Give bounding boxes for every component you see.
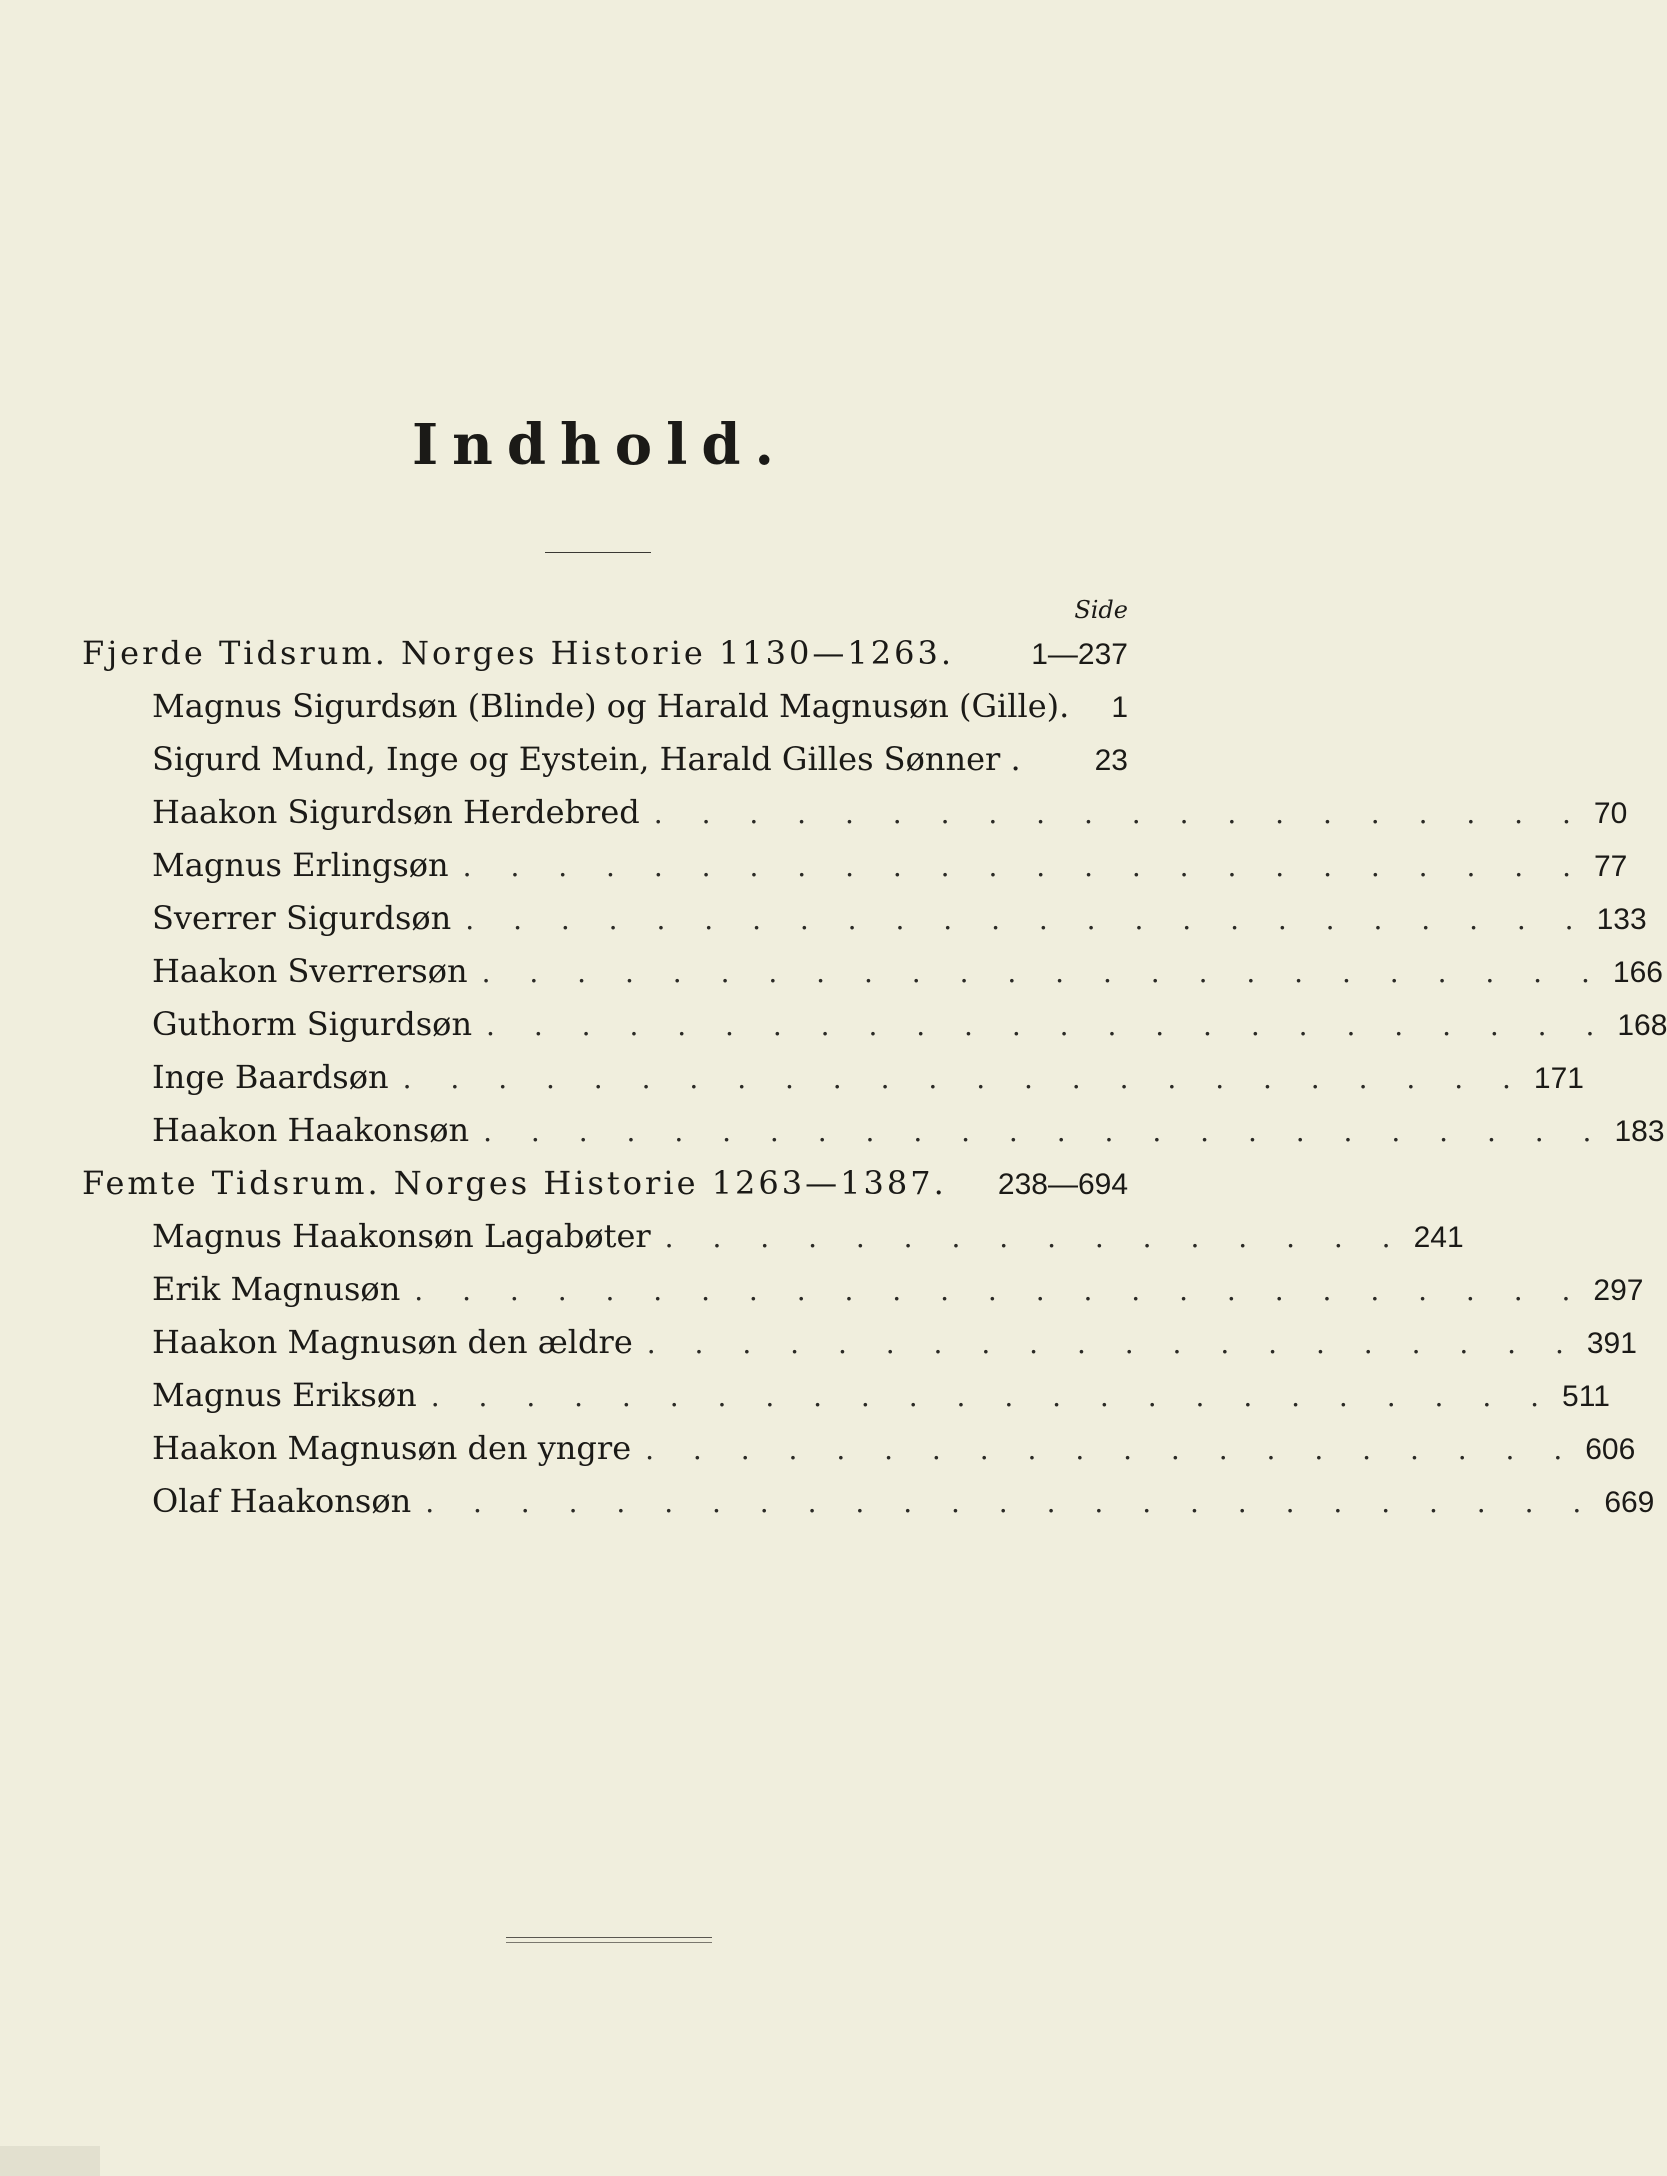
toc-chapter-row[interactable]: [152, 740, 1128, 792]
toc-dot-leader: . . . . . . . . . . . . . . . . . . . . . . . .: [486, 1009, 1610, 1042]
closing-ornament-rule: [506, 1937, 712, 1945]
toc-chapter-row[interactable]: [152, 899, 1647, 951]
toc-entry-title: Olaf Haakonsøn: [152, 1482, 412, 1520]
toc-chapter-row[interactable]: [152, 1376, 1610, 1428]
toc-dot-leader: . . . . . . . . . . . . . . . .: [664, 1221, 1406, 1254]
toc-page-number: 77: [1593, 850, 1628, 883]
toc-dot-leader: . . . . . . . . . . . . . . . . . . . . . . . . .: [414, 1274, 1586, 1307]
toc-dot-leader: . . . . . . . . . . . . . . . . . . . .: [653, 797, 1586, 830]
title-divider: [545, 552, 651, 553]
toc-page-range: 1—237: [1031, 638, 1128, 671]
toc-dot-leader: . . . . . . . . . . . . . . . . . . . . . . . . .: [425, 1486, 1597, 1519]
toc-page-number: 511: [1562, 1380, 1610, 1413]
toc-section-row[interactable]: [82, 634, 1128, 686]
toc-page-number: 241: [1413, 1221, 1464, 1254]
toc-entry-title: Magnus Eriksøn: [152, 1376, 417, 1414]
page-column-label: Side: [1074, 596, 1128, 624]
toc-entry-title: Haakon Magnusøn den yngre: [152, 1429, 632, 1467]
toc-entry-title: Magnus Erlingsøn: [152, 846, 449, 884]
toc-entry-title: Magnus Sigurdsøn (Blinde) og Harald Magnusøn (Gille).: [152, 687, 1070, 725]
toc-page-number: 391: [1586, 1327, 1637, 1360]
toc-page-range: 238—694: [997, 1168, 1128, 1201]
toc-entry-title: Haakon Magnusøn den ældre: [152, 1323, 633, 1361]
toc-page-number: 23: [1094, 744, 1128, 777]
toc-page-number: 1: [1111, 691, 1128, 724]
toc-entry-title: Haakon Sverrersøn: [152, 952, 468, 990]
toc-dot-leader: . . . . . . . . . . . . . . . . . . . . . . . .: [462, 850, 1586, 883]
toc-chapter-row[interactable]: [152, 1429, 1636, 1481]
toc-entry-title: Sverrer Sigurdsøn: [152, 899, 452, 937]
toc-page-number: 166: [1612, 956, 1663, 989]
toc-chapter-row[interactable]: [152, 846, 1628, 898]
toc-chapter-row[interactable]: [152, 1005, 1667, 1057]
toc-entry-title: Erik Magnusøn: [152, 1270, 401, 1308]
toc-dot-leader: . . . . . . . . . . . . . . . . . . . .: [646, 1327, 1579, 1360]
toc-entry-title: Femte Tidsrum. Norges Historie 1263—1387.: [82, 1164, 947, 1202]
toc-entry-title: Inge Baardsøn: [152, 1058, 389, 1096]
toc-dot-leader: . . . . . . . . . . . . . . . . . . . .: [645, 1433, 1578, 1466]
toc-dot-leader: . . . . . . . . . . . . . . . . . . . . . . . .: [402, 1062, 1526, 1095]
toc-chapter-row[interactable]: [152, 687, 1128, 739]
toc-chapter-row[interactable]: [152, 1217, 1464, 1269]
toc-entry-title: Magnus Haakonsøn Lagabøter: [152, 1217, 651, 1255]
toc-dot-leader: . . . . . . . . . . . . . . . . . . . . . . . .: [430, 1380, 1555, 1413]
toc-chapter-row[interactable]: [152, 1270, 1644, 1322]
toc-page-number: 168: [1617, 1009, 1667, 1042]
toc-page-number: 70: [1593, 797, 1628, 830]
toc-chapter-row[interactable]: [152, 793, 1628, 845]
toc-chapter-row[interactable]: [152, 952, 1663, 1004]
toc-page-number: 669: [1604, 1486, 1655, 1519]
toc-chapter-row[interactable]: [152, 1323, 1637, 1375]
toc-chapter-row[interactable]: [152, 1111, 1665, 1163]
toc-page-number: 183: [1614, 1115, 1665, 1148]
page-edge-shadow: [0, 2146, 100, 2176]
toc-dot-leader: . . . . . . . . . . . . . . . . . . . . . . . .: [483, 1115, 1607, 1148]
toc-page-number: 297: [1593, 1274, 1644, 1307]
toc-entry-title: Haakon Sigurdsøn Herdebred: [152, 793, 640, 831]
toc-section-row[interactable]: [82, 1164, 1128, 1216]
toc-page-number: 133: [1596, 903, 1647, 936]
toc-entry-title: Sigurd Mund, Inge og Eystein, Harald Gilles Sønner .: [152, 740, 1021, 778]
toc-dot-leader: . . . . . . . . . . . . . . . . . . . . . . . .: [465, 903, 1589, 936]
toc-entry-title: Haakon Haakonsøn: [152, 1111, 470, 1149]
toc-chapter-row[interactable]: [152, 1482, 1655, 1534]
ornament-line: [506, 1942, 712, 1943]
toc-entry-title: Fjerde Tidsrum. Norges Historie 1130—1263.: [82, 634, 954, 672]
toc-entry-title: Guthorm Sigurdsøn: [152, 1005, 473, 1043]
toc-dot-leader: . . . . . . . . . . . . . . . . . . . . . . . .: [481, 956, 1605, 989]
toc-page-number: 171: [1533, 1062, 1584, 1095]
toc-page-number: 606: [1585, 1433, 1636, 1466]
toc-chapter-row[interactable]: [152, 1058, 1584, 1110]
ornament-line: [506, 1937, 712, 1938]
page-title: Indhold.: [411, 412, 789, 478]
